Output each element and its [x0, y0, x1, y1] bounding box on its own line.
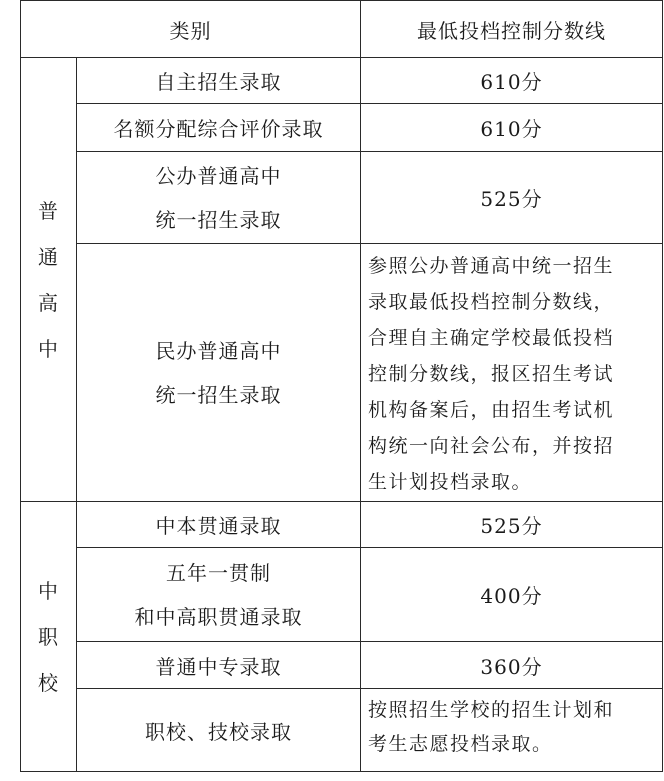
- description-line: 参照公办普通高中统一招生: [368, 255, 615, 277]
- row-category-line: 五年一贯制: [166, 560, 271, 585]
- row-score: 400分: [480, 584, 543, 608]
- group-label-secondary-vocational: [21, 502, 76, 771]
- row-category: [77, 548, 360, 641]
- group-char: 中: [38, 336, 59, 361]
- group-char: 普: [38, 198, 59, 223]
- row-category: 普通中专录取: [155, 654, 282, 679]
- row-category: [77, 152, 360, 243]
- description-line: 录取最低投档控制分数线，: [368, 291, 615, 313]
- row-category: [77, 244, 360, 501]
- row-score: 360分: [480, 654, 543, 679]
- row-category-line: 民办普通高中: [155, 338, 282, 363]
- row-category-line: 公办普通高中: [155, 163, 282, 188]
- header-min-score: 最低投档控制分数线: [417, 18, 606, 43]
- row-category: 职校、技校录取: [145, 719, 292, 744]
- row-category-line: 和中高职贯通录取: [134, 604, 303, 629]
- group-char: 中: [38, 578, 59, 603]
- description-line: 合理自主确定学校最低投档: [368, 327, 615, 349]
- row-score: 525分: [480, 514, 543, 538]
- row-category: 中本贯通录取: [155, 514, 282, 538]
- group-char: 通: [38, 244, 59, 269]
- row-category: 自主招生录取: [155, 70, 282, 94]
- rule-right: [662, 0, 663, 772]
- description-line: 生计划投档录取。: [368, 471, 533, 493]
- group-char: 职: [38, 624, 59, 649]
- group-char: 校: [38, 670, 59, 695]
- row-category-line: 统一招生录取: [155, 207, 282, 232]
- description-line: 构统一向社会公布，并按招: [368, 435, 615, 457]
- row-score-description: [361, 244, 662, 501]
- description-line: 考生志愿投档录取。: [368, 733, 553, 755]
- description-line: 机构备案后，由招生考试机: [368, 399, 615, 421]
- description-line: 控制分数线，报区招生考试: [368, 363, 615, 385]
- row-score: 525分: [480, 187, 543, 211]
- row-category: 名额分配综合评价录取: [113, 117, 324, 141]
- group-char: 高: [38, 290, 59, 315]
- row-category-line: 统一招生录取: [155, 382, 282, 407]
- header-category: 类别: [169, 18, 212, 43]
- row-score-description: [361, 689, 662, 771]
- rule-bottom: [20, 771, 663, 772]
- description-line: 按照招生学校的招生计划和: [368, 699, 615, 721]
- group-label-general-high: [21, 58, 76, 501]
- row-score: 610分: [480, 117, 543, 141]
- row-score: 610分: [480, 70, 543, 94]
